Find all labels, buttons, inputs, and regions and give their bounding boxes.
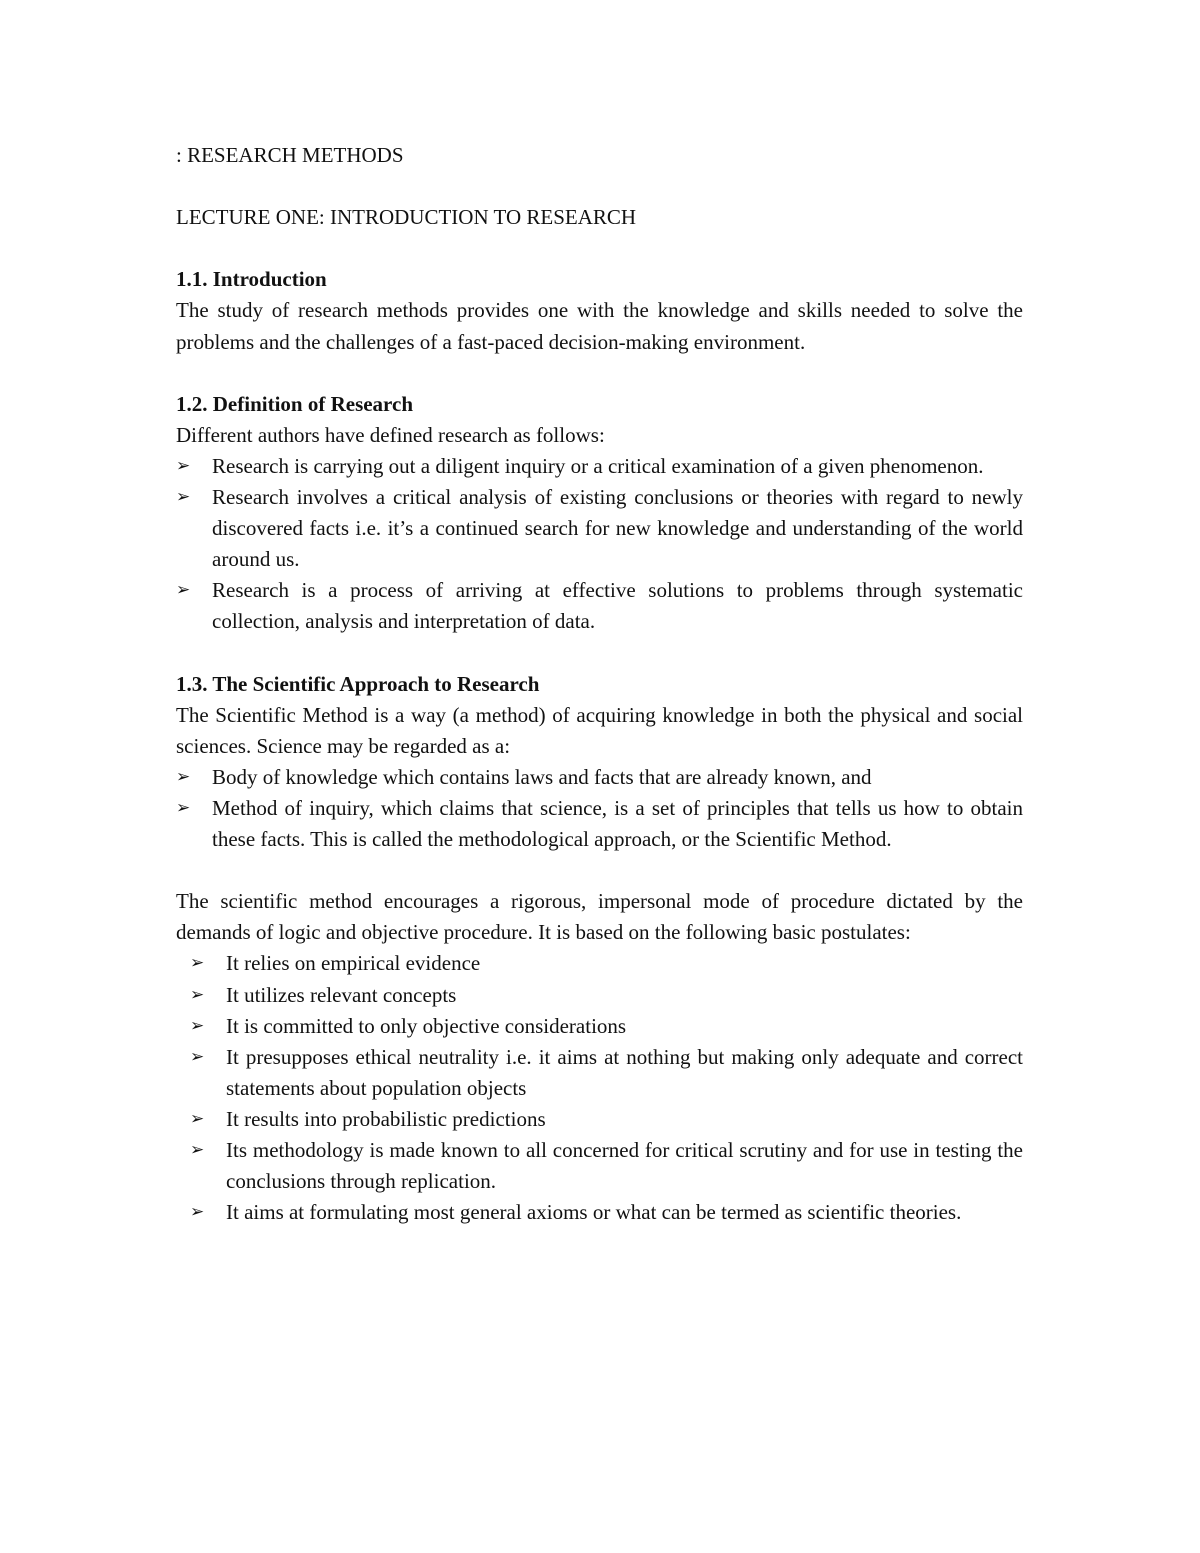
arrow-bullet-icon: ➢: [176, 797, 191, 818]
list-item: [190, 980, 1023, 1011]
list-item-text: It is committed to only objective considerations: [226, 1013, 627, 1038]
arrow-bullet-icon: ➢: [190, 1202, 205, 1223]
arrow-bullet-icon: ➢: [190, 1046, 205, 1067]
spacer: [176, 855, 1023, 886]
arrow-bullet-icon: ➢: [190, 953, 205, 974]
arrow-bullet-icon: ➢: [176, 455, 191, 476]
list-item: [190, 948, 1023, 979]
introduction-paragraph: The study of research methods provides one with the knowledge and skills needed to solve the problems and the challenges of a fast-paced decision-making environment.: [176, 298, 1023, 354]
arrow-bullet-icon: ➢: [190, 984, 205, 1005]
list-item-text: It relies on empirical evidence: [226, 951, 481, 976]
section-heading-definition: 1.2. Definition of Research: [176, 391, 413, 416]
postulates-list: [176, 948, 1023, 1228]
list-item: [176, 762, 1023, 793]
arrow-bullet-icon: ➢: [190, 1108, 205, 1129]
course-title: : RESEARCH METHODS: [176, 143, 404, 167]
arrow-bullet-icon: ➢: [190, 1015, 205, 1036]
scientific-approach-intro: The Scientific Method is a way (a method) of acquiring knowledge in both the physical and social sciences. Science may be regarded as a:: [176, 702, 1023, 758]
list-item-text: Its methodology is made known to all concerned for critical scrutiny and for use in testing the conclusions through replication.: [226, 1138, 1023, 1194]
section-heading-introduction: 1.1. Introduction: [176, 267, 327, 292]
spacer: [176, 233, 1023, 264]
list-item-text: Research involves a critical analysis of existing conclusions or theories with regard to newly discovered facts i.e. it’s a continued search for new knowledge and understanding of the world around us.: [212, 485, 1023, 572]
science-list: [176, 762, 1023, 855]
arrow-bullet-icon: ➢: [176, 766, 191, 787]
list-item-text: Method of inquiry, which claims that science, is a set of principles that tells us how to obtain these facts. This is called the methodological approach, or the Scientific Method.: [212, 795, 1023, 852]
list-item: [176, 793, 1023, 855]
document-page: [176, 140, 1023, 1228]
spacer: [176, 358, 1023, 389]
list-item-text: It results into probabilistic predictions: [226, 1106, 546, 1131]
list-item: [176, 482, 1023, 575]
arrow-bullet-icon: ➢: [176, 580, 191, 601]
list-item: [190, 1011, 1023, 1042]
list-item: [190, 1042, 1023, 1104]
lecture-title: LECTURE ONE: INTRODUCTION TO RESEARCH: [176, 205, 637, 230]
list-item-text: Research is carrying out a diligent inquiry or a critical examination of a given phenomenon.: [212, 453, 984, 478]
list-item-text: Research is a process of arriving at effective solutions to problems through systematic collection, analysis and interpretation of data.: [212, 578, 1023, 634]
list-item-text: It utilizes relevant concepts: [226, 982, 457, 1007]
list-item: [190, 1135, 1023, 1197]
list-item: [176, 575, 1023, 637]
definition-list: [176, 451, 1023, 638]
list-item-text: Body of knowledge which contains laws and facts that are already known, and: [212, 764, 872, 789]
spacer: [176, 638, 1023, 669]
list-item-text: It presupposes ethical neutrality i.e. it aims at nothing but making only adequate and correct statements about population objects: [226, 1044, 1023, 1100]
arrow-bullet-icon: ➢: [176, 487, 191, 508]
list-item: [176, 451, 1023, 482]
scientific-method-paragraph: The scientific method encourages a rigorous, impersonal mode of procedure dictated by the demands of logic and objective procedure. It is based on the following basic postulates:: [176, 889, 1023, 945]
list-item: [190, 1197, 1023, 1228]
list-item: [190, 1104, 1023, 1135]
section-heading-scientific-approach: 1.3. The Scientific Approach to Research: [176, 671, 540, 696]
definition-intro: Different authors have defined research as follows:: [176, 422, 605, 447]
arrow-bullet-icon: ➢: [190, 1140, 205, 1160]
spacer: [176, 171, 1023, 202]
list-item-text: It aims at formulating most general axioms or what can be termed as scientific theories.: [226, 1200, 962, 1225]
